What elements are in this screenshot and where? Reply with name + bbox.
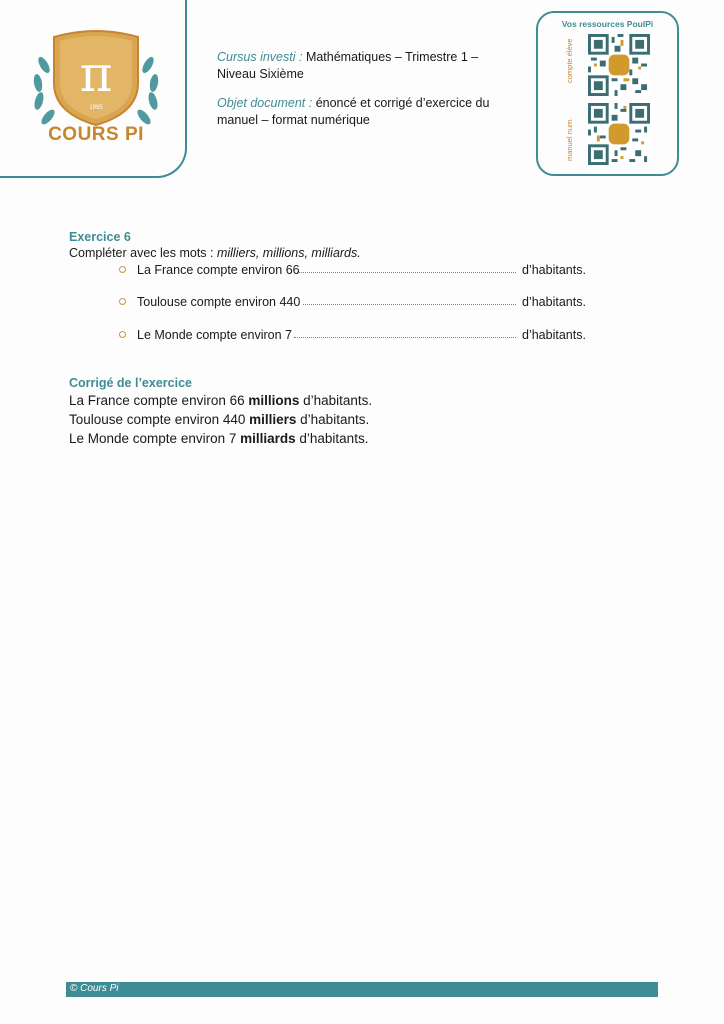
blank-field[interactable] <box>299 272 516 273</box>
exercise-title: Exercice 6 <box>69 230 131 244</box>
correction-answer: millions <box>248 393 300 408</box>
correction-text: Toulouse compte environ 440 <box>69 412 250 427</box>
instruction-words: milliers, millions, milliards. <box>216 246 361 260</box>
footer-copyright: © Cours Pi <box>70 983 119 994</box>
item-text: La France compte environ 66 <box>137 263 300 277</box>
correction-text: La France compte environ 66 <box>69 393 249 408</box>
correction-title: Corrigé de l’exercice <box>69 376 192 390</box>
item-suffix: d’habitants. <box>522 263 586 277</box>
correction-text: d’habitants. <box>299 393 373 408</box>
objet-value: énoncé et corrigé d’exercice du manuel – format numérique <box>217 96 490 127</box>
correction-text: Le Monde compte environ 7 <box>69 431 241 446</box>
pi-symbol: π <box>79 45 113 103</box>
item-text: Le Monde compte environ 7 <box>137 328 292 342</box>
document-meta <box>217 49 507 141</box>
resources-box <box>536 11 679 176</box>
item-text: Toulouse compte environ 440 <box>137 295 301 309</box>
cursus-value: Mathématiques – Trimestre 1 – Niveau Sixième <box>217 50 479 81</box>
footer-bar <box>66 982 658 997</box>
logo-brand: COURS PI <box>48 124 144 145</box>
correction-answer: milliards <box>240 431 296 446</box>
qr-code-manual[interactable] <box>588 103 650 165</box>
exercise-section <box>69 229 629 261</box>
correction-answer: milliers <box>249 412 297 427</box>
correction-line <box>69 429 368 448</box>
bullet-icon <box>119 298 126 305</box>
qr-code-student[interactable] <box>588 34 650 96</box>
logo-year: 1995 <box>89 105 103 111</box>
resources-title: Vos ressources PouIPi <box>561 19 654 29</box>
cursus-label: Cursus investi : <box>217 50 303 64</box>
objet-label: Objet document : <box>217 96 313 110</box>
correction-line <box>69 391 372 410</box>
correction-text: d’habitants. <box>296 412 370 427</box>
correction-line <box>69 410 369 429</box>
qr-label-student: compte élève <box>565 38 574 83</box>
item-suffix: d’habitants. <box>522 328 586 342</box>
correction-text: d’habitants. <box>295 431 369 446</box>
bullet-icon <box>119 331 126 338</box>
bullet-icon <box>119 266 126 273</box>
item-suffix: d’habitants. <box>522 295 586 309</box>
instruction-prefix: Compléter avec les mots : <box>69 246 217 260</box>
blank-field[interactable] <box>294 337 516 338</box>
qr-label-manual: manuel num. <box>565 117 574 161</box>
exercise-instruction <box>69 245 629 261</box>
blank-field[interactable] <box>303 304 516 305</box>
